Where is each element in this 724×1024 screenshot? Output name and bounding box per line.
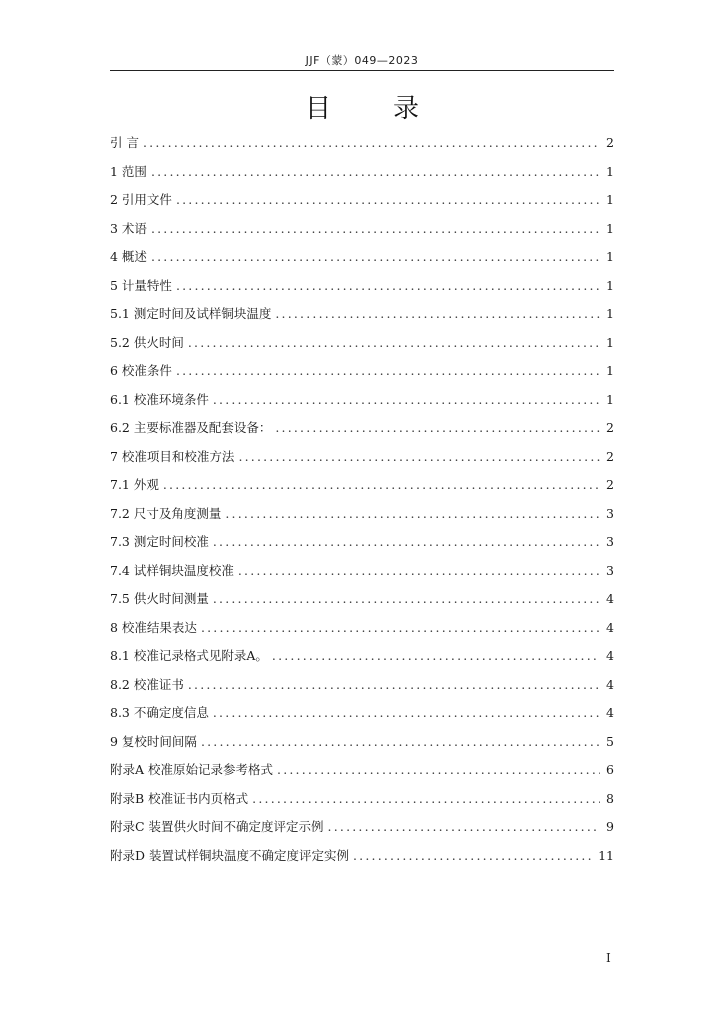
toc-leader-dots bbox=[176, 272, 600, 301]
toc-entry-page: 1 bbox=[606, 391, 614, 407]
toc-leader-dots bbox=[353, 842, 594, 871]
toc-entry[interactable] bbox=[110, 842, 614, 871]
toc-entry-label: 1 范围 bbox=[110, 163, 147, 179]
toc-entry-label: 2 引用文件 bbox=[110, 192, 172, 207]
toc-entry[interactable] bbox=[110, 500, 614, 529]
toc-leader-dots bbox=[201, 728, 600, 757]
toc-leader-dots bbox=[275, 414, 600, 443]
toc-entry[interactable] bbox=[110, 186, 614, 215]
table-of-contents bbox=[110, 129, 614, 870]
toc-entry-label: 7.4 试样铜块温度校准 bbox=[110, 562, 234, 578]
toc-entry[interactable] bbox=[110, 671, 614, 700]
toc-entry[interactable] bbox=[110, 243, 614, 272]
toc-entry-label: 5.2 供火时间 bbox=[110, 334, 184, 350]
toc-entry-label: 4 概述 bbox=[110, 249, 147, 264]
toc-entry[interactable] bbox=[110, 813, 614, 842]
toc-entry-label: 7.2 尺寸及角度测量 bbox=[110, 505, 222, 521]
toc-entry-label: 6 校准条件 bbox=[110, 363, 172, 378]
toc-entry-label: 8.1 校准记录格式见附录A。 bbox=[110, 648, 268, 663]
toc-entry-page: 2 bbox=[606, 477, 614, 492]
toc-entry[interactable] bbox=[110, 471, 614, 500]
toc-leader-dots bbox=[188, 329, 600, 358]
toc-entry[interactable] bbox=[110, 642, 614, 671]
toc-entry-page: 8 bbox=[606, 790, 614, 806]
toc-entry-page: 4 bbox=[606, 648, 614, 663]
toc-entry-page: 1 bbox=[606, 277, 614, 293]
toc-entry[interactable] bbox=[110, 158, 614, 187]
toc-entry[interactable] bbox=[110, 357, 614, 386]
toc-entry-label: 附录B 校准证书内页格式 bbox=[110, 790, 249, 806]
toc-entry-label: 6.1 校准环境条件 bbox=[110, 391, 209, 407]
toc-entry-page: 4 bbox=[606, 591, 614, 606]
toc-entry-page: 1 bbox=[606, 249, 614, 264]
toc-entry[interactable] bbox=[110, 300, 614, 329]
toc-leader-dots bbox=[151, 158, 600, 187]
toc-entry-label: 9 复校时间间隔 bbox=[110, 733, 197, 749]
toc-entry-page: 2 bbox=[606, 448, 614, 464]
toc-leader-dots bbox=[252, 785, 600, 814]
toc-leader-dots bbox=[275, 300, 600, 329]
toc-entry-label: 7.3 测定时间校准 bbox=[110, 534, 209, 549]
toc-entry[interactable] bbox=[110, 528, 614, 557]
toc-entry-label: 8.2 校准证书 bbox=[110, 676, 184, 692]
toc-entry-label: 7.5 供火时间测量 bbox=[110, 591, 209, 606]
toc-entry-page: 5 bbox=[606, 733, 614, 749]
header-divider bbox=[110, 70, 614, 71]
toc-entry-page: 1 bbox=[606, 192, 614, 207]
toc-title: 目录 bbox=[304, 94, 481, 124]
toc-entry-label: 7.1 外观 bbox=[110, 477, 159, 492]
toc-entry-page: 6 bbox=[606, 762, 614, 777]
toc-entry[interactable] bbox=[110, 614, 614, 643]
toc-leader-dots bbox=[151, 215, 600, 244]
toc-entry-page: 3 bbox=[606, 505, 614, 521]
toc-leader-dots bbox=[151, 243, 600, 272]
toc-entry-page: 3 bbox=[606, 534, 614, 549]
toc-entry-label: 6.2 主要标准器及配套设备： bbox=[110, 420, 272, 435]
toc-entry[interactable] bbox=[110, 129, 614, 158]
toc-entry[interactable] bbox=[110, 272, 614, 301]
toc-leader-dots bbox=[272, 642, 600, 671]
toc-entry-page: 1 bbox=[606, 306, 614, 321]
toc-leader-dots bbox=[238, 443, 600, 472]
toc-leader-dots bbox=[213, 699, 600, 728]
toc-leader-dots bbox=[277, 756, 600, 785]
toc-entry-label: 附录C 装置供火时间不确定度评定示例 bbox=[110, 819, 324, 834]
toc-entry-page: 9 bbox=[606, 819, 614, 834]
toc-entry-page: 1 bbox=[606, 334, 614, 350]
toc-entry[interactable] bbox=[110, 414, 614, 443]
toc-entry-page: 3 bbox=[606, 562, 614, 578]
toc-entry-page: 2 bbox=[606, 135, 614, 150]
toc-entry-page: 1 bbox=[606, 363, 614, 378]
toc-entry-page: 4 bbox=[606, 619, 614, 635]
toc-entry-page: 2 bbox=[606, 420, 614, 435]
toc-entry-page: 1 bbox=[606, 220, 614, 236]
toc-leader-dots bbox=[213, 585, 600, 614]
toc-entry[interactable] bbox=[110, 699, 614, 728]
toc-entry-label: 8 校准结果表达 bbox=[110, 619, 197, 635]
toc-entry-label: 5.1 测定时间及试样铜块温度 bbox=[110, 306, 272, 321]
toc-leader-dots bbox=[213, 386, 600, 415]
toc-entry-page: 11 bbox=[598, 847, 614, 863]
toc-leader-dots bbox=[328, 813, 600, 842]
toc-entry-page: 4 bbox=[606, 676, 614, 692]
toc-entry-label: 附录D 装置试样铜块温度不确定度评定实例 bbox=[110, 847, 349, 863]
toc-entry-label: 引 言 bbox=[110, 135, 139, 150]
toc-entry-page: 4 bbox=[606, 705, 614, 720]
toc-leader-dots bbox=[201, 614, 600, 643]
toc-entry-page: 1 bbox=[606, 163, 614, 179]
document-code-header: JJF（蒙）049—2023 bbox=[305, 54, 419, 67]
page-number: I bbox=[606, 951, 611, 965]
toc-entry-label: 3 术语 bbox=[110, 220, 147, 236]
toc-leader-dots bbox=[225, 500, 600, 529]
toc-leader-dots bbox=[238, 557, 600, 586]
toc-leader-dots bbox=[143, 129, 600, 158]
toc-entry-label: 8.3 不确定度信息 bbox=[110, 705, 209, 720]
toc-leader-dots bbox=[176, 186, 600, 215]
toc-entry[interactable] bbox=[110, 386, 614, 415]
toc-entry[interactable] bbox=[110, 443, 614, 472]
toc-leader-dots bbox=[176, 357, 600, 386]
toc-entry[interactable] bbox=[110, 329, 614, 358]
toc-leader-dots bbox=[188, 671, 600, 700]
toc-leader-dots bbox=[163, 471, 600, 500]
toc-entry[interactable] bbox=[110, 785, 614, 814]
toc-entry-label: 7 校准项目和校准方法 bbox=[110, 448, 235, 464]
toc-entry[interactable] bbox=[110, 728, 614, 757]
toc-leader-dots bbox=[213, 528, 600, 557]
toc-entry[interactable] bbox=[110, 756, 614, 785]
toc-entry-label: 附录A 校准原始记录参考格式 bbox=[110, 762, 274, 777]
toc-entry[interactable] bbox=[110, 585, 614, 614]
toc-entry-label: 5 计量特性 bbox=[110, 277, 172, 293]
toc-entry[interactable] bbox=[110, 557, 614, 586]
toc-entry[interactable] bbox=[110, 215, 614, 244]
